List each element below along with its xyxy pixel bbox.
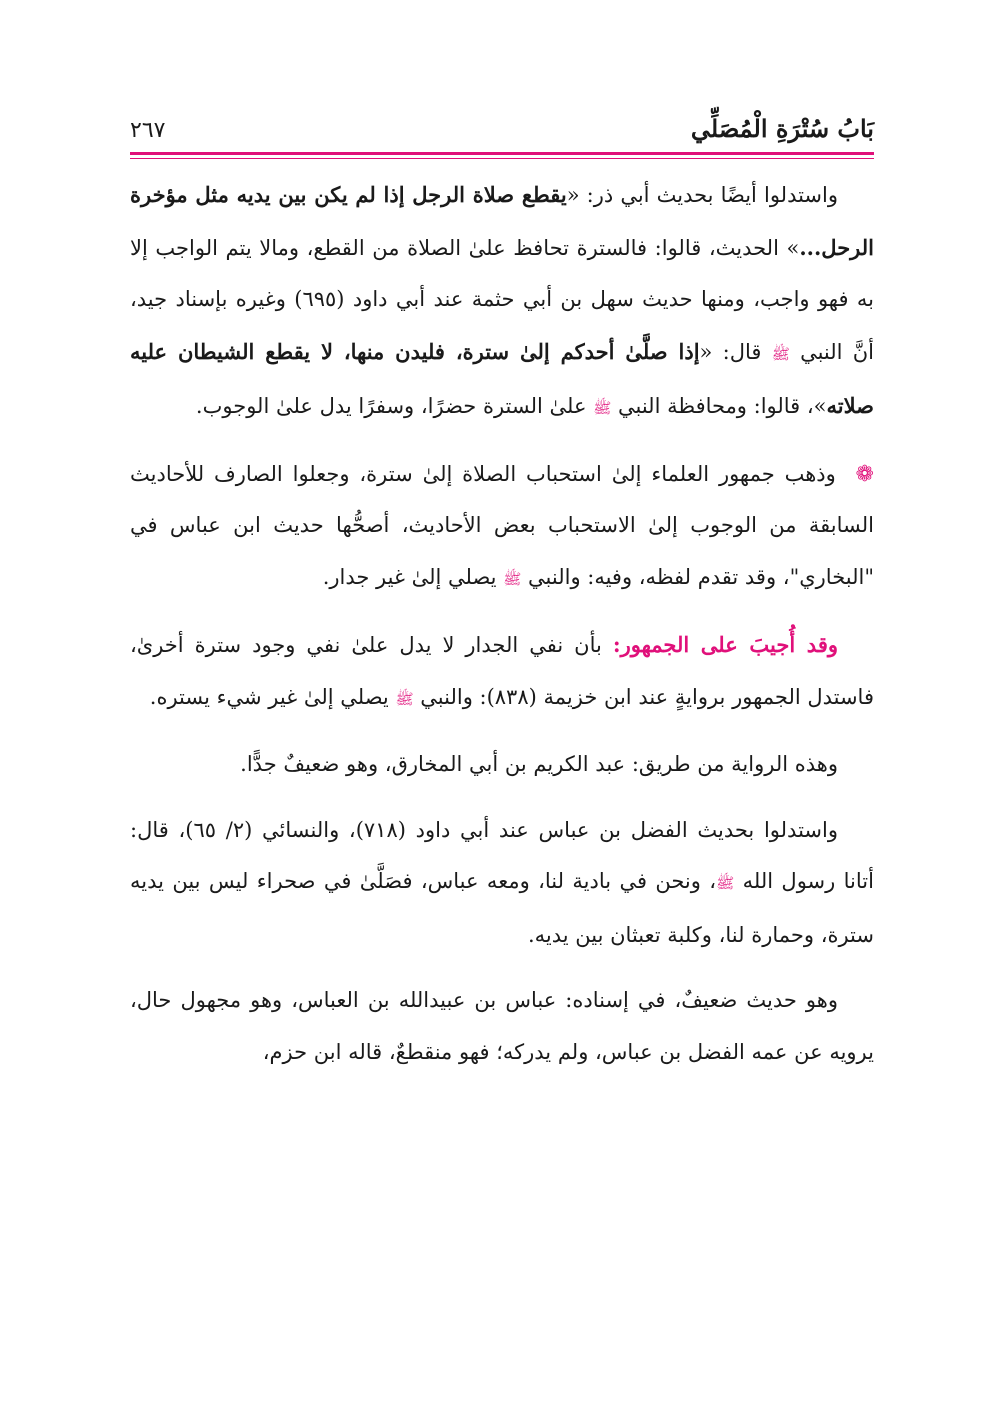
paragraph-5 [130,805,874,962]
hadith-quote: يقطع صلاة الرجل إذا لم يكن بين يديه مثل مؤخرة الرحل... [130,182,874,260]
paragraph-4: وهذه الرواية من طريق: عبد الكريم بن أبي المخارق، وهو ضعيفٌ جدًّا. [240,752,838,776]
hadith-quote: إذا صلَّىٰ أحدكم إلىٰ سترة، فليدن منها، لا يقطع الشيطان عليه صلاته [130,338,874,418]
chapter-title: بَابُ سُتْرَةِ الْمُصَلِّي [690,114,874,143]
text-run: وذهب جمهور العلماء إلىٰ استحباب الصلاة إلىٰ سترة، وجعلوا الصارف للأحاديث السابقة من الوجوب إلىٰ الاستحباب بعض الأحاديث، أصحُّها حديث ابن عباس في "البخاري"، وقد تقدم لفظه، وفيه: والنبي [130,461,874,589]
text-run: ، ونحن في بادية لنا، ومعه عباس، فصَلَّىٰ في صحراء ليس بين يديه سترة، وحمارة لنا، وكلبة تعبثان بين يديه. [130,869,874,947]
page [130,110,874,1092]
salawat-icon: ﷺ [503,569,522,588]
text-run: قال: « [699,339,762,364]
flower-bullet-icon: ❁ [855,461,874,487]
salawat-icon: ﷺ [771,344,790,363]
text-run: يصلي إلىٰ غير جدار. [322,564,497,589]
page-body [130,169,874,1078]
salawat-icon: ﷺ [716,874,735,892]
paragraph-3 [130,619,874,725]
text-run: علىٰ السترة حضرًا، وسفرًا يدل علىٰ الوجوب. [195,394,587,418]
salawat-icon: ﷺ [593,399,612,417]
text-run: يصلي إلىٰ غير شيء يستره. [149,684,389,709]
paragraph-1 [130,169,874,435]
header-rule-thin [130,158,874,159]
text-run: »، قالوا: ومحافظة النبي [618,394,827,418]
salawat-icon: ﷺ [395,689,414,708]
text-run: » الحديث، قالوا: فالسترة تحافظ علىٰ الصلاة من القطع، ومالا يتم الواجب إلا به فهو واجب، ومنها حديث سهل بن أبي حثمة عند أبي داود (٦٩٥) وغيره بإسناد جيد، أنَّ النبي [130,235,874,364]
text-run: واستدلوا أيضًا بحديث أبي ذر: « [566,183,838,207]
running-header [130,110,874,150]
text-run: بأن نفي الجدار لا يدل علىٰ نفي وجود سترة أخرىٰ، فاستدل الجمهور بروايةٍ عند ابن خزيمة (٨٣٨): والنبي [130,633,874,709]
text-run: واستدلوا بحديث الفضل بن عباس عند أبي داود (٧١٨)، والنسائي (٢/ ٦٥)، قال: أتانا رسول الله [130,817,874,893]
paragraph-6: وهو حديث ضعيفٌ، في إسناده: عباس بن عبيدالله بن العباس، وهو مجهول حال، يرويه عن عمه الفضل بن عباس، ولم يدركه؛ فهو منقطعٌ، قاله ابن حزم، [130,988,874,1064]
header-rule-thick [130,152,874,155]
page-number: ٢٦٧ [130,118,166,143]
paragraph-2 [130,449,874,606]
section-lead: وقد أُجيبَ على الجمهور: [612,632,839,657]
